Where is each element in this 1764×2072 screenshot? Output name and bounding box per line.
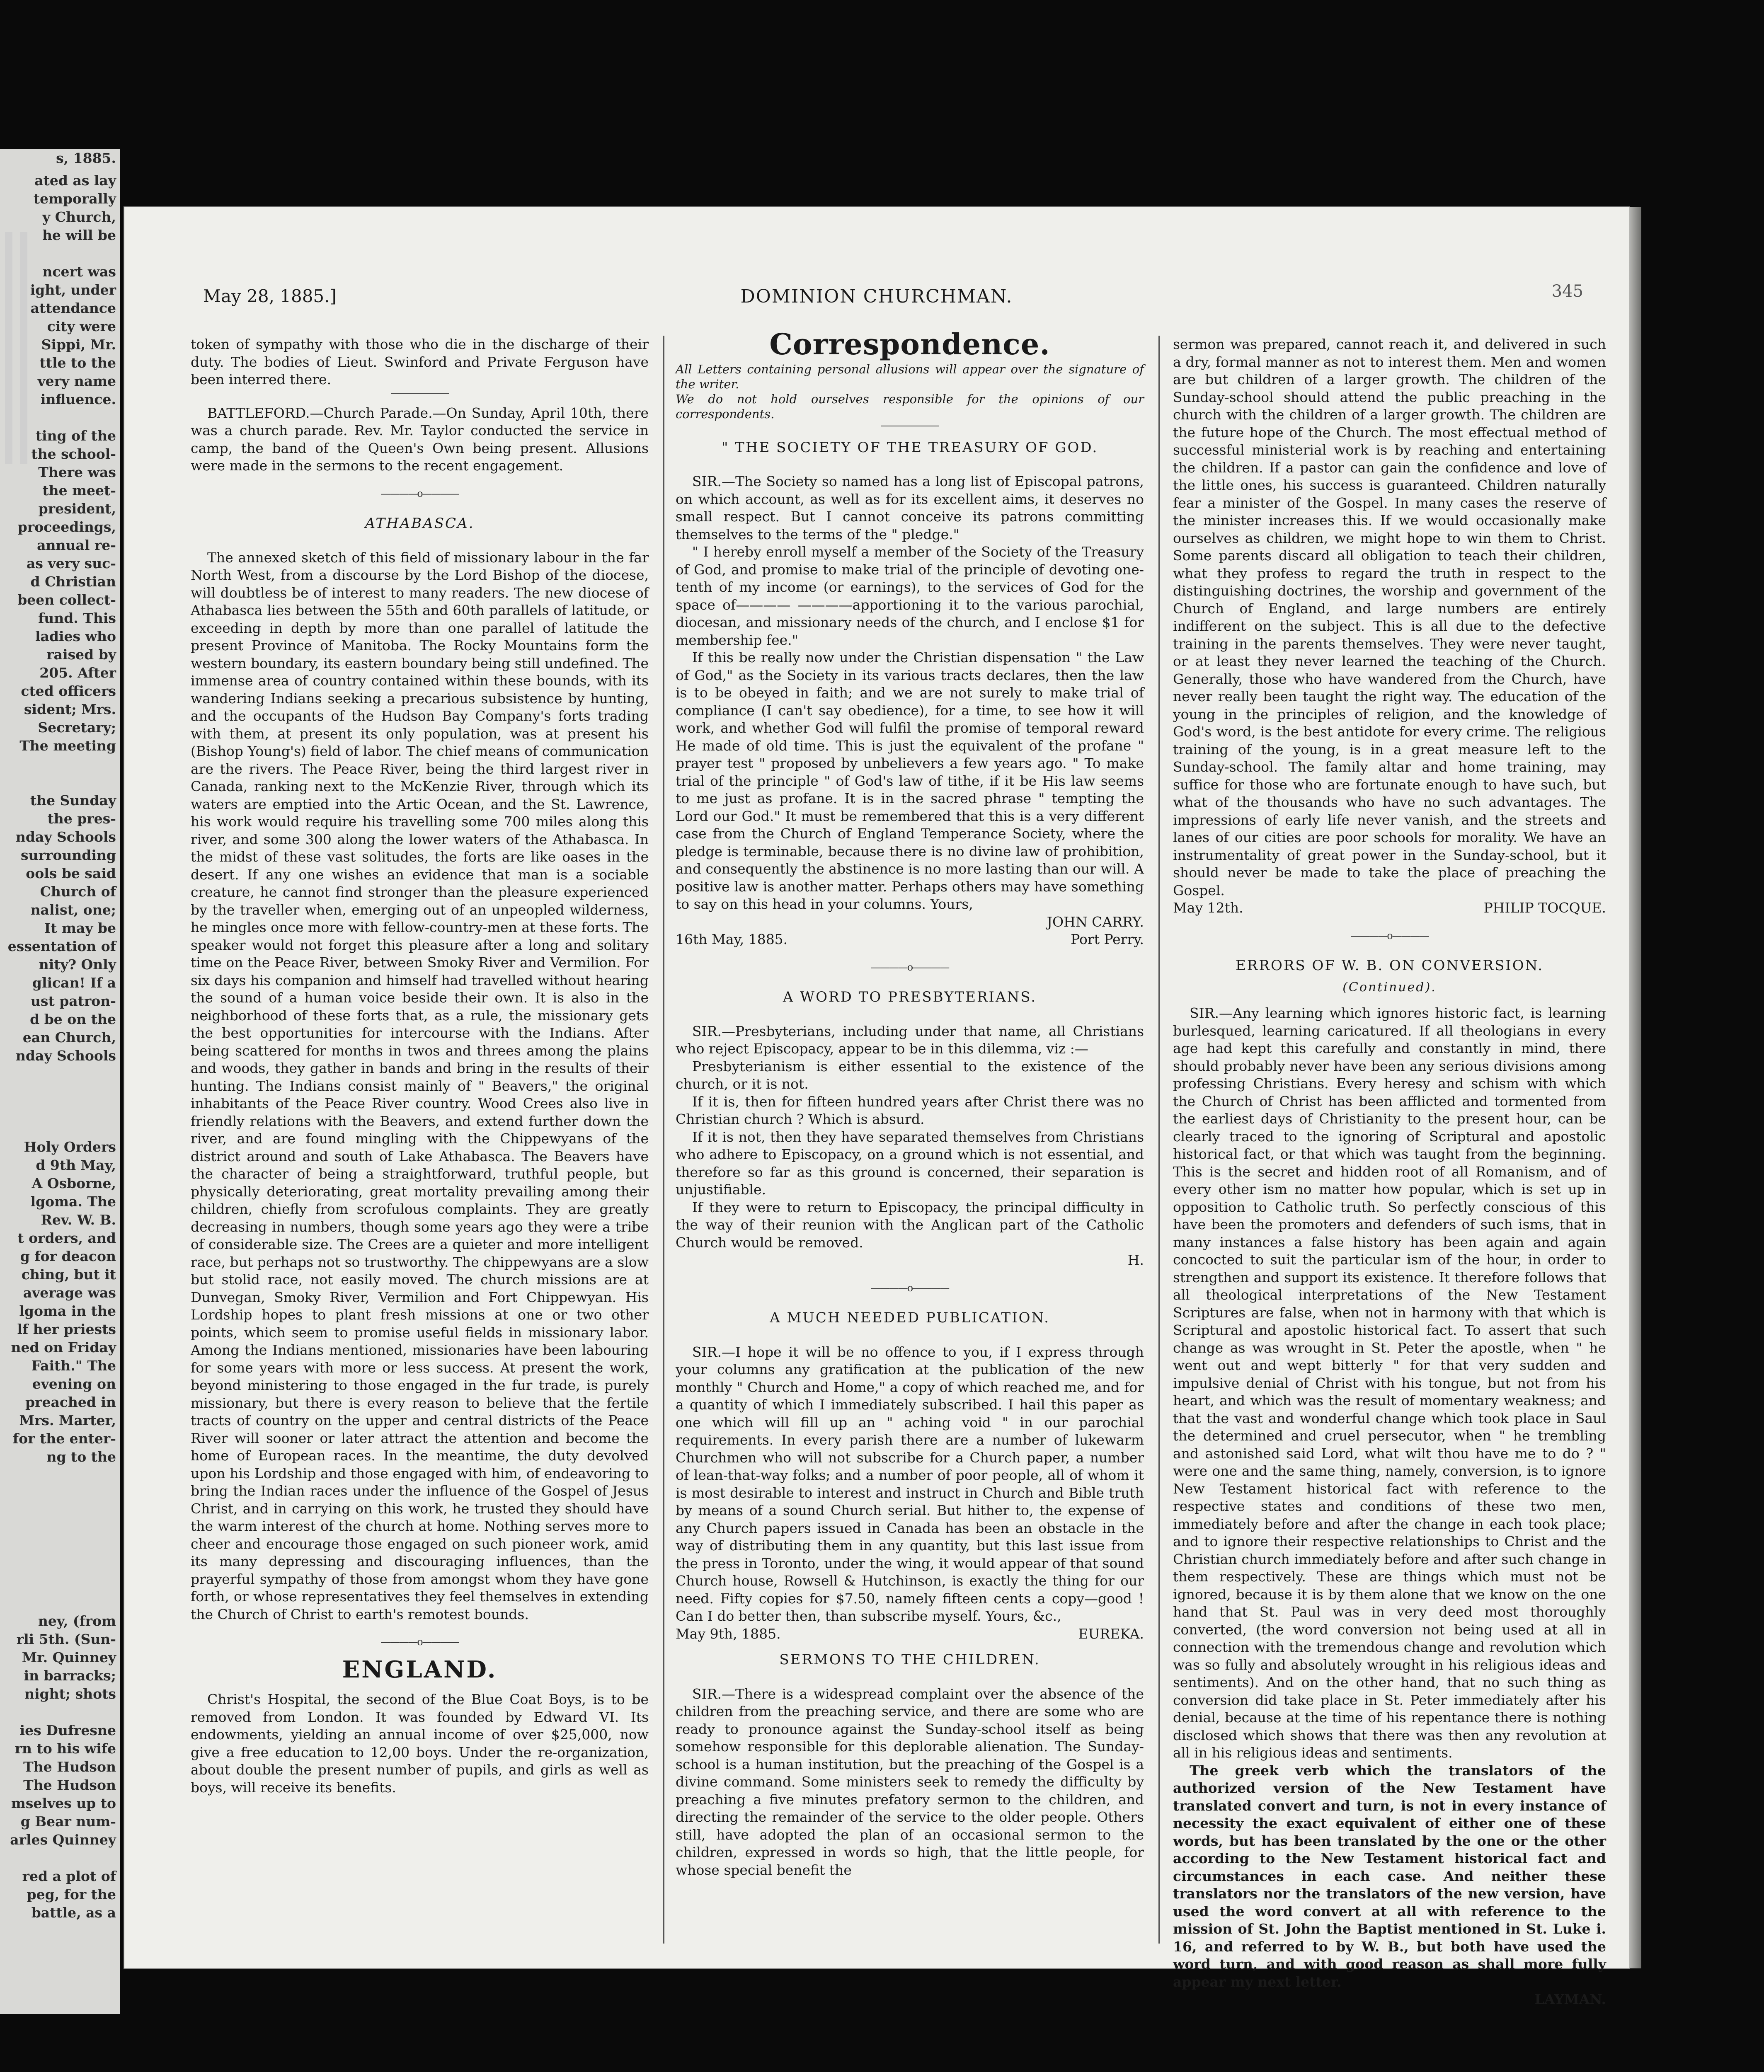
previous-page-line [0, 773, 116, 792]
previous-page-line: annual re- [37, 537, 116, 553]
signature: H. [1127, 1252, 1144, 1268]
previous-page-line: battle, as a [31, 1905, 116, 1921]
previous-page-line: ching, but it [21, 1266, 116, 1283]
column-right [1173, 336, 1606, 2007]
signature: JOHN CARRY. [1047, 913, 1144, 930]
previous-page-line: rn to his wife [15, 1740, 116, 1757]
previous-page-line [0, 1484, 116, 1503]
publication-letter: SIR.—I hope it will be no offence to you, if I express through your columns any gratification at the publication of the new monthly " Church and Home," a copy of which reached me, and for a quantity of which I immediately subscribed. I hail this paper as one which will fill up an " aching void " in our parochial requirements. In every parish there are a number of lukewarm Churchmen who will not subscribe for a Church paper, a number of lean-that-way folks; and a number of poor people, all of whom it is most desirable to interest and instruct in Church and Bible truth by means of a sound Church serial. But hither to, the expense of any Church papers issued in Canada has been an obstacle in the way of distributing them in any quantity, but this last issue from the press in Toronto, under the wing, it would appear of that sound Church house, Rowsell & Hutchinson, is exactly the thing for our need. Fifty copies for $7.50, namely fifteen cents a copy—good ! Can I do better then, than subscribe myself. Yours, &c., [676, 1343, 1144, 1624]
correspondence-heading: Correspondence. [769, 327, 1050, 361]
previous-page-line: Rev. W. B. [41, 1212, 116, 1228]
editorial-note: We do not hold ourselves responsible for the opinions of our correspondents. [676, 392, 1144, 421]
previous-page-line: city were [47, 318, 116, 334]
page-header [124, 282, 1629, 311]
separator-rule [391, 393, 449, 394]
previous-page-line: ies Dufresne [19, 1722, 116, 1738]
previous-page-line: glican! If a [32, 975, 116, 991]
signature-line [676, 931, 1144, 949]
column-rule [663, 336, 664, 1944]
previous-page-line: ight, under [30, 282, 116, 298]
previous-page-line: ean Church, [22, 1029, 116, 1046]
publication-heading: A MUCH NEEDED PUBLICATION. [770, 1310, 1050, 1326]
previous-page-line: g Bear num- [20, 1813, 116, 1830]
previous-page-line: preached in [25, 1394, 116, 1410]
letter-date: 16th May, 1885. [676, 931, 788, 947]
battleford-article: BATTLEFORD.—Church Parade.—On Sunday, April 10th, there was a church parade. Rev. Mr. Taylor conducted the service in camp, the band of the Queen's Own being present. Allusions were made in the sermons to the recent engagement. [191, 404, 649, 474]
previous-page-line: temporally [33, 191, 116, 207]
previous-page-line: Mr. Quinney [22, 1649, 116, 1665]
letter-place: Port Perry. [1071, 931, 1144, 947]
previous-page-line: nday Schools [15, 1048, 116, 1064]
previous-page-line: Church of [40, 884, 116, 900]
previous-page-line: ting of the [35, 428, 116, 444]
presb-p5: If they were to return to Episcopacy, the principal difficulty in the way of their reunion with the Anglican part of the Catholic Church would be removed. [676, 1199, 1144, 1251]
sermons-continued: sermon was prepared, cannot reach it, and delivered in such a dry, formal manner as not to interest them. Men and women are but children of a larger growth. The children of the Sunday-school should attend the public preaching in the church with the children of a larger growth. The children are the future hope of the Church. The most effectual method of successful ministerial work is by reaching and entertaining the children. If a pastor can gain the confidence and love of the little ones, his success is guaranteed. Children naturally fear a minister of the Gospel. In many cases the reserve of the minister increases this. If we would occasionally make ourselves as children, we might hope to win them to Christ. Some parents discard all obligation to teach their children, what they profess to regard the truth in respect to the distinguishing doctrines, the worship and government of the Church of England, and large numbers are entirely indifferent on the subject. This is all due to the defective training in the parents themselves. They were never taught, or at least they never learned the teaching of the Church. Generally, those who have wandered from the Church, have never really been taught the right way. The education of the young in the principles of religion, and the knowledge of God's word, is the best antidote for every crime. The religious training of the young, is in a great measure left to the Sunday-school. The family altar and home training, may suffice for those who are fortunate enough to have such, but what of the thousands who have no such advantages. The impressions of early life never vanish, and the streets and lanes of our cities are poor schools for morality. We have an instrumentality of great power in the Sunday-school, but it should never be made to take the place of preaching the Gospel. [1173, 336, 1606, 898]
previous-page-line: Holy Orders [24, 1139, 116, 1155]
previous-page-line: There was [38, 464, 116, 480]
previous-page-line: g for deacon [20, 1248, 116, 1264]
previous-page-line [0, 1557, 116, 1576]
previous-page-line: surrounding [20, 847, 116, 863]
previous-page-line: It may be [44, 920, 116, 936]
previous-page-line: mselves up to [11, 1795, 116, 1811]
previous-page-line: he will be [42, 227, 116, 243]
previous-page-line: red a plot of [22, 1868, 116, 1884]
previous-page-line: ng to the [46, 1449, 116, 1465]
previous-page-line [0, 409, 116, 427]
previous-page-line: d Christian [30, 574, 116, 590]
previous-page-line [0, 1849, 116, 1867]
previous-page-line: A Osborne, [32, 1175, 116, 1191]
previous-page-line: sident; Mrs. [24, 701, 116, 717]
previous-page-line: in barracks; [24, 1668, 116, 1684]
previous-page-line: ools be said [26, 865, 116, 881]
previous-page-line: Faith." The [31, 1358, 116, 1374]
previous-page-line [0, 1466, 116, 1484]
previous-page-line: lgoma. The [30, 1193, 116, 1210]
signature-line [676, 1625, 1144, 1643]
previous-page-line: nity? Only [39, 956, 116, 973]
previous-page-line [0, 1065, 116, 1083]
previous-page-line [0, 1594, 116, 1612]
england-heading: ENGLAND. [342, 1656, 497, 1683]
previous-page-line: attendance [30, 300, 116, 316]
previous-page-line [0, 244, 116, 263]
previous-page-line: the meet- [42, 482, 116, 499]
previous-page-line [0, 1120, 116, 1138]
previous-page-line [0, 755, 116, 773]
previous-page-line: been collect- [17, 592, 116, 608]
article-intro: token of sympathy with those who die in the discharge of their duty. The bodies of Lieut. Swinford and Private Ferguson have been interred there. [191, 336, 649, 387]
previous-page-line: very name [37, 373, 116, 389]
signature: EUREKA. [1078, 1625, 1144, 1642]
column-rule [1158, 336, 1160, 1944]
previous-page-line [0, 1576, 116, 1594]
previous-page-line: Secretary; [38, 719, 116, 736]
previous-page-line: ned on Friday [11, 1339, 116, 1356]
letter-date: May 9th, 1885. [676, 1625, 781, 1642]
previous-page-line: y Church, [42, 209, 116, 225]
page-number: 345 [1551, 282, 1583, 301]
previous-page-line: ladies who [35, 628, 116, 644]
athabasca-heading: ATHABASCA. [365, 515, 475, 532]
sermons-heading: SERMONS TO THE CHILDREN. [779, 1651, 1040, 1668]
previous-page-line: influence. [40, 391, 116, 407]
separator: ————o———— [870, 961, 949, 973]
previous-page-line: 205. After [39, 665, 116, 681]
column-middle [676, 327, 1144, 1944]
previous-page-line: raised by [46, 646, 116, 663]
previous-page-line: The Hudson [23, 1777, 116, 1793]
previous-page-line: nday Schools [15, 829, 116, 845]
treasury-heading: " THE SOCIETY OF THE TREASURY OF GOD. [721, 439, 1098, 456]
previous-page-line: ttle to the [39, 355, 116, 371]
errors-p2: The greek verb which the translators of the authorized version of the New Testament have translated convert and turn, is not in every instance of necessity the exact equivalent of either one of these words, but has been translated by the one or the other according to the New Testament historical fact and circumstances in each case. And neither these translators nor the translators of the new version, have used the word convert at all with reference to the mission of St. John the Baptist mentioned in St. Luke i. 16, and referred to by W. B., but both have used the word turn, and with good reason as shall more fully appear my next letter. [1173, 1762, 1606, 1990]
previous-page-line: cted officers [21, 683, 116, 699]
sermons-letter: SIR.—There is a widespread complaint over the absence of the children from the preaching service, and there are some who are ready to pronounce against the Sunday-school itself as being somehow responsible for this deplorable alienation. The Sunday-school is a human institution, but the preaching of the Gospel is a divine command. Some ministers seek to remedy the difficulty by preaching a five minutes prefatory sermon to the children, and directing the remainder of the service to the older people. Others still, have adopted the plan of an occasional sermon to the children, expressed in words so high, that the little people, for whose special benefit the [676, 1685, 1144, 1878]
separator: ————o———— [380, 1636, 459, 1648]
previous-page-line: The Hudson [23, 1759, 116, 1775]
previous-page-line [0, 1083, 116, 1101]
errors-subheading: (Continued). [1342, 980, 1437, 995]
previous-page-line: The meeting [19, 738, 116, 754]
treasury-letter-p2: " I hereby enroll myself a member of the Society of the Treasury of God, and promise to make trial of the principle of devoting one-tenth of my income (or earnings), to the services of God for the space of———— ————apportioning it to the various parochial, diocesan, and missionary needs of the church, and I enclose $1 for membership fee." [676, 544, 1144, 648]
previous-page-line: the Sunday [30, 792, 116, 808]
column-left [191, 336, 649, 1944]
previous-page-line: ust patron- [30, 993, 116, 1009]
previous-page-line: lgoma in the [19, 1303, 116, 1319]
previous-page-line: essentation of [7, 938, 116, 954]
previous-page-line: d 9th May, [36, 1157, 116, 1173]
presb-p2: Presbyterianism is either essential to the existence of the church, or it is not. [676, 1058, 1144, 1092]
previous-page-line [0, 1503, 116, 1521]
previous-page-line: average was [23, 1285, 116, 1301]
presb-p1: SIR.—Presbyterians, including under that name, all Christians who reject Episcopacy, appear to be in this dilemma, viz :— [676, 1023, 1144, 1057]
letter-date: May 12th. [1173, 900, 1243, 916]
previous-page-line: ated as lay [34, 172, 116, 189]
treasury-letter-p1: SIR.—The Society so named has a long list of Episcopal patrons, on which account, as well as for its excellent aims, it deserves no small respect. But I cannot conceive its patrons committing themselves to the terms of the " pledge." [676, 473, 1144, 542]
previous-page-line: night; shots [24, 1686, 116, 1702]
separator: ————o———— [380, 487, 459, 499]
previous-page-line: lf her priests [17, 1321, 116, 1337]
previous-page-line: as very suc- [26, 555, 116, 571]
previous-page-line: president, [38, 501, 116, 517]
previous-page-line [0, 1539, 116, 1557]
previous-page-line: the pres- [47, 811, 116, 827]
presb-p3: If it is, then for fifteen hundred years after Christ there was no Christian church ? Which is absurd. [676, 1093, 1144, 1127]
presbyterians-heading: A WORD TO PRESBYTERIANS. [783, 989, 1037, 1005]
previous-page-line: peg, for the [27, 1886, 116, 1903]
newspaper-page [124, 207, 1629, 2007]
previous-page-text [0, 149, 116, 1922]
previous-page-header: s, 1885. [56, 150, 116, 166]
previous-page-line: d be on the [30, 1011, 116, 1027]
masthead-title: DOMINION CHURCHMAN. [740, 286, 1013, 307]
previous-page-line: ncert was [42, 264, 116, 280]
previous-page-line: Sippi, Mr. [41, 336, 116, 353]
treasury-letter-p3: If this be really now under the Christian dispensation " the Law of God," as the Society in its various tracts declares, then the law is to be obeyed in faith; and we are not surely to make trial of compliance (I can't say obedience), for a time, to see how it will work, and whether God will fulfil the promise of temporal reward He made of old time. This is just the equivalent of the profane " prayer test " proposed by unbelievers a few years ago. " To make trial of the principle " of God's law of tithe, if it be His law seems to me just as profane. It is in the sacred phrase " tempting the Lord our God." It must be remembered that this is a very different case from the Church of England Temperance Society, where the pledge is terminable, because there is no divine law of prohibition, and consequently the abstinence is no more lasting than our will. A positive law is another matter. Perhaps others may have something to say on this head in your columns. Yours, [676, 649, 1144, 912]
previous-page-line [0, 1101, 116, 1120]
previous-page-line: ney, (from [38, 1613, 116, 1629]
previous-page-line: arles Quinney [10, 1832, 116, 1848]
previous-page-line: rli 5th. (Sun- [16, 1631, 116, 1647]
previous-page-fragment [0, 149, 120, 2014]
separator: ————o———— [870, 1282, 949, 1294]
previous-page-line: fund. This [38, 610, 116, 626]
previous-page-line: Mrs. Marter, [19, 1412, 116, 1428]
signature: PHILIP TOCQUE. [1483, 900, 1606, 916]
previous-page-line: proceedings, [17, 519, 116, 535]
athabasca-article: The annexed sketch of this field of missionary labour in the far North West, from a discourse by the Lord Bishop of the diocese, will doubtless be of interest to many readers. The new diocese of Athabasca lies between the 55th and 60th parallels of latitude, or exceeding in depth by more than one parallel of latitude the present Province of Manitoba. The Rocky Mountains form the western boundary, its eastern boundary being still undefined. The immense area of country contained within these bounds, with its wandering Indians seeking a precarious subsistence by hunting, and the occupants of the Hudson Bay Company's forts trading with them, at present its only population, was at present his (Bishop Young's) field of labor. The chief means of communication are the rivers. The Peace River, being the third largest river in Canada, ranking next to the McKenzie River, through which its waters are emptied into the Artic Ocean, and the St. Lawrence, his work would require his travelling some 700 miles along this river, and some 300 along the lower waters of the Athabasca. In the midst of these vast solitudes, the forts are like oases in the desert. If any one wishes an evidence that man is a sociable creature, he cannot find stronger than the pleasure experienced by the traveller when, emerging out of an unpeopled wilderness, he mingles once more with fellow-country-men at these forts. The speaker would not forget this pleasure after a long and solitary time on the Peace River, between Smoky River and Vermilion. For six days his companion and himself had travelled without hearing the sound of a human voice beside their own. It is also in the neighborhood of these forts that, as a rule, the missionary gets the best opportunities for intercourse with the Indians. After being scattered for months in twos and threes among the plains and woods, they gather in bands and bring in the results of their hunting. The Indians consist mainly of " Beavers," the original inhabitants of the Peace River country. Wood Crees also live in friendly relations with the Beavers, and extend further down the river, and are found mingling with the Chippewyans of the district around and south of Lake Athabasca. The Beavers have the character of being a straightforward, truthful people, but physically deteriorating, great mortality prevailing among their children, chiefly from scrofulous complaints. They are greatly decreasing in numbers, though some years ago they were a tribe of considerable size. The Crees are a quieter and more intelligent race, but perhaps not so trustworthy. The chippewyans are a slow but stolid race, not easily moved. The church missions are at Dunvegan, Smoky River, Vermilion and Fort Chippewyan. His Lordship hopes to plant fresh missions at one or two other points, which seem to promise useful fields in missionary labor. Among the Indians mentioned, missionaries have been labouring for some years with more or less success. At present the work, beyond ministering to those engaged in the fur trade, is purely missionary, but there is every reason to believe that the fertile tracts of country on the upper and central districts of the Peace River will sooner or later attract the attention and become the home of European races. In the meantime, the duty devolved upon his Lordship and those engaged with him, of endeavoring to bring the Indian races under the influence of the Gospel of Jesus Christ, and in carrying on this work, he trusted they should have the warm interest of the church at home. Nothing serves more to cheer and encourage those engaged on such pioneer work, amid its many depressing and discouraging influences, than the prayerful sympathy of those from amongst whom they have gone forth, or whose representatives they feel themselves in extending the Church of Christ to earth's remotest bounds. [191, 549, 649, 1622]
previous-page-line [0, 1703, 116, 1721]
presb-p4: If it is not, then they have separated themselves from Christians who adhere to Episcopacy, on a ground which is not essential, and therefore so far as this ground is concerned, their separation is unjustifiable. [676, 1128, 1144, 1198]
previous-page-line [0, 1521, 116, 1539]
signature-line [1173, 899, 1606, 917]
previous-page-line: the school- [31, 446, 116, 462]
previous-page-line: for the enter- [12, 1431, 116, 1447]
previous-page-line: t orders, and [17, 1230, 116, 1246]
signature: LAYMAN. [1534, 1991, 1606, 2007]
page-edge-shadow [1629, 207, 1641, 1968]
previous-page-line: nalist, one; [30, 902, 116, 918]
separator: ————o———— [1350, 929, 1429, 942]
errors-heading: ERRORS OF W. B. ON CONVERSION. [1235, 957, 1544, 974]
previous-page-line: evening on [32, 1376, 116, 1392]
errors-p1: SIR.—Any learning which ignores historic fact, is learning burlesqued, learning caricatured. If all theologians in every age had kept this carefully and constantly in mind, there should probably never have been any serious divisions among professing Christians. Every heresy and schism with which the Church of Christ has been afflicted and tormented from the earliest days of Christianity to the present hour, can be clearly traced to the ignoring of Scriptural and apostolic historical fact, or that which was taught from the beginning. This is the secret and hidden root of all Romanism, and of every other ism no matter how popular, which is set up in opposition to Catholic truth. So perfectly conscious of this have been the promoters and defenders of such isms, that in many instances a false history has been again and again concocted to suit the particular ism of the hour, in order to strengthen and support its existence. It therefore follows that all theological interpretations of the New Testament Scriptures are false, when not in harmony with that which is Scriptural and apostolic historical fact. To assert that such change as was wrought in St. Peter the apostle, when " he went out and wept bitterly " for that very sudden and impulsive denial of Christ with his tongue, but not from his heart, and which was the result of momentary weakness; and that the vast and wonderful change which took place in Saul the determined and cruel persecutor, when " he trembling and astonished said Lord, what wilt thou have me to do ? " were one and the same thing, namely, conversion, is to ignore New Testament historical fact with reference to the respective states and conditions of these two men, immediately before and after the change in each took place; and to ignore their respective relationships to Christ and the Christian church immediately before and after such change in them respectively. These are things which must not be ignored, because it is by them alone that we know on the one hand that St. Paul was in very deed most thoroughly converted, (the word conversion not being used at all in connection with the tremendous change and revolution which was so fully and absolutely wrought in his religious ideas and sentiments). And on the other hand, that no such thing as conversion did take place in St. Peter immediately after his denial, because at the time of his repentance there is nothing disclosed which shows that there was then any revolution at all in his religious ideas and sentiments. [1173, 1005, 1606, 1761]
header-date: May 28, 1885.] [203, 286, 337, 306]
england-article: Christ's Hospital, the second of the Blue Coat Boys, is to be removed from London. It was founded by Edward VI. Its endowments, yielding an annual income of over $25,000, now give a free education to 12,00 boys. Under the re-organization, about double the present number of pupils, and girls as well as boys, will receive its benefits. [191, 1691, 649, 1796]
editorial-note: All Letters containing personal allusions will appear over the signature of the writer. [676, 362, 1144, 391]
